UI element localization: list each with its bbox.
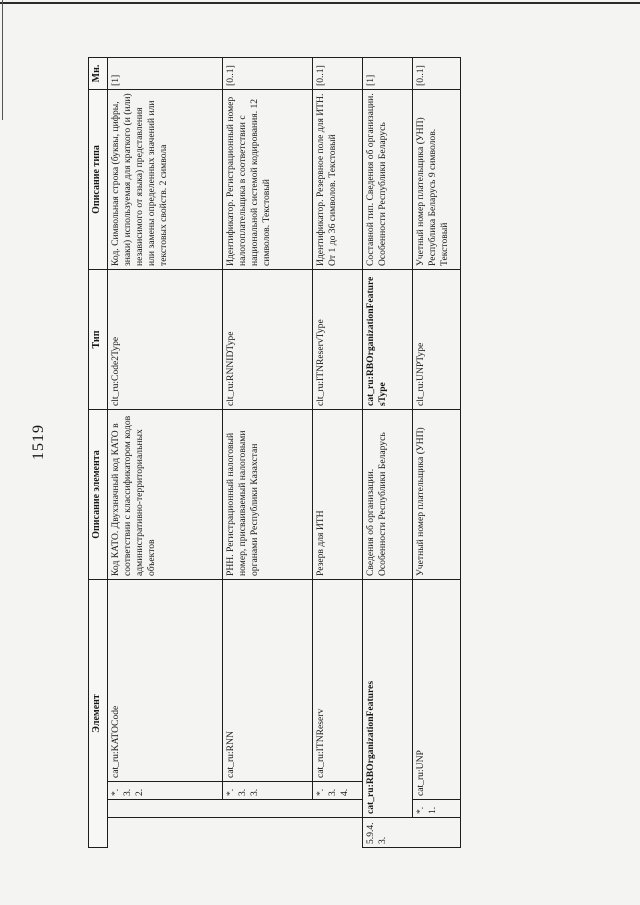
element-type: clt_ru:ITNReservType bbox=[313, 270, 363, 410]
table-row bbox=[108, 58, 223, 848]
multiplicity: [0..1] bbox=[223, 58, 313, 90]
type-description: Учетный номер плательщика (УНП) Республика Беларусь 9 символов. Текстовый bbox=[413, 90, 461, 270]
element-description: Учетный номер плательщика (УНП) bbox=[413, 410, 461, 580]
element-name: cat_ru:KATOCode bbox=[108, 580, 223, 782]
multiplicity: [1] bbox=[108, 58, 223, 90]
row-number: *.3.2. bbox=[108, 782, 223, 800]
element-description: Резерв для ИТН bbox=[313, 410, 363, 580]
table-row bbox=[363, 58, 413, 848]
multiplicity: [0..1] bbox=[313, 58, 363, 90]
element-name: cat_ru:RNN bbox=[223, 580, 313, 782]
top-border-line bbox=[0, 2, 640, 4]
element-description: Сведения об организации. Особенности Республики Беларусь bbox=[363, 410, 413, 580]
indent-cell bbox=[223, 800, 313, 818]
indent-cell bbox=[223, 818, 313, 848]
element-name: cat_ru:ITNReserv bbox=[313, 580, 363, 782]
indent-cell bbox=[108, 818, 223, 848]
table-row bbox=[313, 58, 363, 848]
indent-cell bbox=[313, 800, 363, 818]
row-number: *.3.4. bbox=[313, 782, 363, 800]
element-type: clt_ru:Code2Type bbox=[108, 270, 223, 410]
element-description: РНН. Регистрационный налоговый номер, присваиваемый налоговыми органами Республики Казахстан bbox=[223, 410, 313, 580]
header-element: Элемент bbox=[89, 580, 108, 848]
element-type: cat_ru:RBOrganizationFeaturesType bbox=[363, 270, 413, 410]
page-number: 1519 bbox=[30, 424, 47, 460]
table-header-row bbox=[89, 58, 108, 848]
multiplicity: [1] bbox=[363, 58, 413, 90]
element-name: cat_ru:RBOrganizationFeatures bbox=[363, 580, 413, 818]
element-type: clt_ru:RNNIDType bbox=[223, 270, 313, 410]
type-description: Код. Символьная строка (буквы, цифры, знаки) используемая для краткого (и (или) независимого от языка) представления или замены определенных значений или текстовых свойств. 2 символа bbox=[108, 90, 223, 270]
element-type: clt_ru:UNPType bbox=[413, 270, 461, 410]
type-description: Идентификатор. Резервное поле для ИТН. От 1 до 36 символов. Текстовый bbox=[313, 90, 363, 270]
element-name: cat_ru:UNP bbox=[413, 580, 461, 800]
header-multiplicity: Мн. bbox=[89, 58, 108, 90]
type-description: Составной тип. Сведения об организации. Особенности Республики Беларусь bbox=[363, 90, 413, 270]
type-description: Идентификатор. Регистрационный номер налогоплательщика в соответствии с национальной системой кодирования. 12 символов. Текстовый bbox=[223, 90, 313, 270]
rotated-table-wrapper bbox=[88, 58, 458, 848]
left-edge-line bbox=[2, 0, 3, 120]
header-type: Тип bbox=[89, 270, 108, 410]
multiplicity: [0..1] bbox=[413, 58, 461, 90]
row-number: *.1. bbox=[413, 800, 461, 818]
header-type-description: Описание типа bbox=[89, 90, 108, 270]
header-element-description: Описание элемента bbox=[89, 410, 108, 580]
row-number: 5.9.4.3. bbox=[363, 818, 413, 848]
table-row bbox=[223, 58, 313, 848]
indent-cell bbox=[108, 800, 223, 818]
row-number: *.3.3. bbox=[223, 782, 313, 800]
elements-table bbox=[88, 57, 461, 848]
element-description: Код КАТО. Двухзначный код КАТО в соответствии с классификатором кодов административно-территориальных объектов bbox=[108, 410, 223, 580]
table-row bbox=[413, 58, 461, 848]
indent-cell bbox=[313, 818, 363, 848]
indent-cell bbox=[413, 818, 461, 848]
